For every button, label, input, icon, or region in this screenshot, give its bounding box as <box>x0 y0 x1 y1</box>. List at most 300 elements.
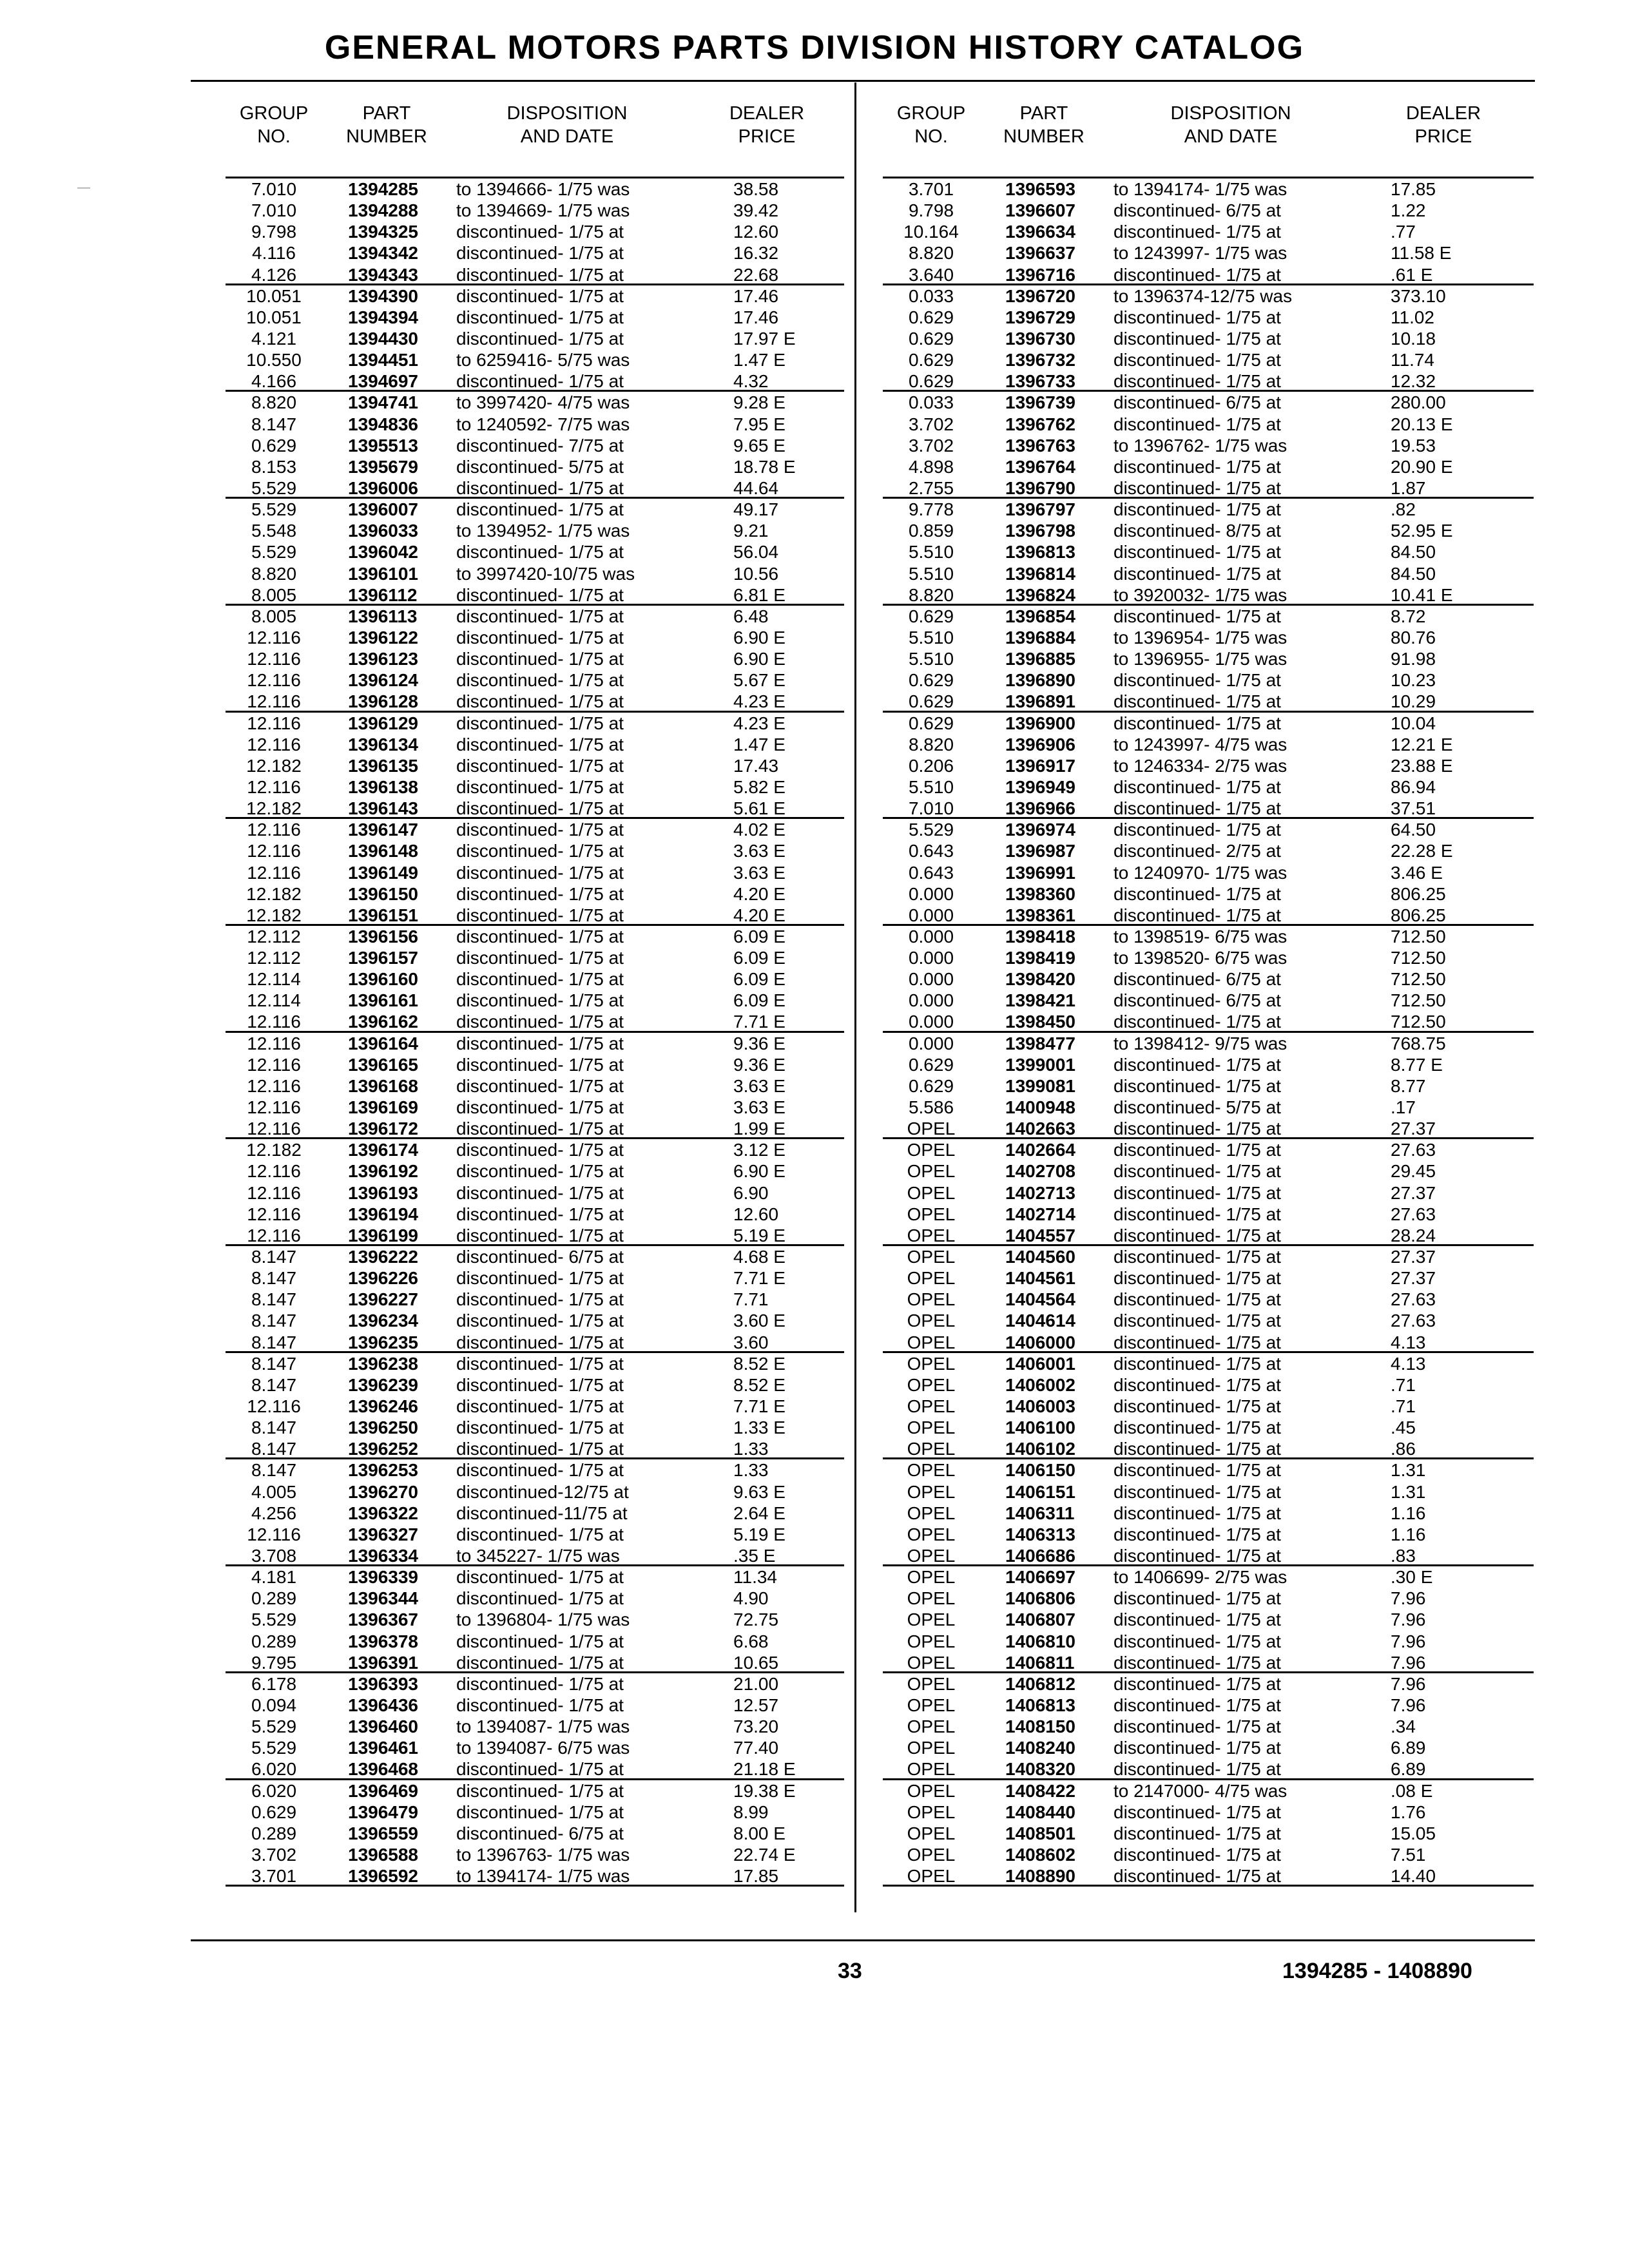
table-row <box>226 221 844 242</box>
price-cell: 712.50 <box>1391 948 1446 968</box>
table-row <box>883 1673 1534 1695</box>
price-cell: 19.53 <box>1391 435 1436 456</box>
header-disposition: DISPOSITION AND DATE <box>506 103 628 147</box>
table-row <box>226 1118 844 1139</box>
disposition-cell: discontinued- 1/75 at <box>1113 1353 1281 1374</box>
table-row <box>883 1438 1534 1459</box>
table-row <box>883 349 1534 370</box>
group-cell: 6.020 <box>251 1780 297 1801</box>
disposition-cell: discontinued- 1/75 at <box>456 477 624 498</box>
table-row <box>883 968 1534 990</box>
table-row <box>883 1631 1534 1652</box>
price-cell: 6.89 <box>1391 1738 1426 1758</box>
price-cell: 22.28 E <box>1391 841 1453 861</box>
disposition-cell: to 1398519- 6/75 was <box>1113 926 1287 947</box>
price-cell: 4.02 E <box>733 820 786 840</box>
disposition-cell: discontinued- 1/75 at <box>456 222 624 242</box>
group-cell: OPEL <box>907 1716 956 1737</box>
part-number-cell: 1396122 <box>348 627 419 648</box>
disposition-cell: discontinued- 1/75 at <box>456 862 624 883</box>
group-cell: 0.033 <box>908 285 954 306</box>
group-cell: 0.289 <box>251 1588 297 1609</box>
left-header <box>226 102 844 153</box>
price-cell: 27.63 <box>1391 1140 1436 1160</box>
part-number-cell: 1396149 <box>348 862 419 883</box>
price-cell: 17.43 <box>733 755 779 776</box>
right-header <box>883 102 1534 153</box>
group-cell: 4.256 <box>251 1503 297 1523</box>
price-cell: 91.98 <box>1391 649 1436 669</box>
group-cell: 12.116 <box>247 1119 301 1139</box>
price-cell: 11.02 <box>1391 307 1434 327</box>
group-cell: 0.629 <box>908 670 954 691</box>
disposition-cell: discontinued- 1/75 at <box>1113 1119 1281 1139</box>
group-cell: 8.147 <box>251 1418 297 1438</box>
group-cell: 9.778 <box>908 499 954 520</box>
disposition-cell: to 2147000- 4/75 was <box>1113 1780 1287 1801</box>
part-number-cell: 1404557 <box>1005 1225 1076 1245</box>
table-row <box>226 264 844 285</box>
table-row <box>883 1332 1534 1353</box>
table-row <box>226 1481 844 1503</box>
table-row <box>226 1097 844 1118</box>
table-row <box>883 1160 1534 1182</box>
price-cell: 6.89 <box>1391 1759 1426 1780</box>
disposition-cell: discontinued- 6/75 at <box>1113 990 1281 1011</box>
table-row <box>883 1865 1534 1887</box>
part-number-cell: 1396238 <box>348 1353 419 1374</box>
table-row <box>883 1267 1534 1289</box>
price-cell: 3.63 E <box>733 841 786 861</box>
disposition-cell: to 1243997- 1/75 was <box>1113 243 1287 264</box>
part-number-cell: 1396966 <box>1005 798 1076 819</box>
group-cell: OPEL <box>907 1673 956 1694</box>
disposition-cell: to 1398520- 6/75 was <box>1113 948 1287 968</box>
price-cell: 9.36 E <box>733 1054 786 1075</box>
price-cell: 712.50 <box>1391 926 1446 947</box>
group-cell: 12.116 <box>247 1054 301 1075</box>
part-number-cell: 1396890 <box>1005 670 1076 691</box>
group-cell: 3.701 <box>908 179 954 199</box>
table-row <box>883 1503 1534 1524</box>
table-row <box>883 1097 1534 1118</box>
part-number-cell: 1396235 <box>348 1332 419 1352</box>
disposition-cell: discontinued- 6/75 at <box>456 1247 624 1267</box>
disposition-cell: discontinued- 1/75 at <box>456 1374 624 1395</box>
table-row <box>226 1716 844 1737</box>
table-row <box>226 1844 844 1865</box>
disposition-cell: discontinued- 6/75 at <box>1113 969 1281 990</box>
table-row <box>883 1075 1534 1097</box>
part-number-cell: 1396739 <box>1005 392 1076 413</box>
group-cell: 4.126 <box>251 264 297 285</box>
price-cell: 8.77 <box>1391 1075 1426 1096</box>
disposition-cell: discontinued- 1/75 at <box>456 1311 624 1331</box>
group-cell: 12.182 <box>246 883 302 904</box>
part-number-cell: 1399081 <box>1005 1075 1076 1096</box>
group-cell: 0.000 <box>908 926 954 947</box>
disposition-cell: discontinued- 1/75 at <box>456 1332 624 1352</box>
disposition-cell: discontinued- 7/75 at <box>456 435 624 456</box>
group-cell: OPEL <box>907 1524 956 1544</box>
group-cell: 4.116 <box>252 243 296 264</box>
group-cell: 4.181 <box>251 1567 297 1588</box>
group-cell: 5.529 <box>908 820 954 840</box>
table-row <box>226 1160 844 1182</box>
part-number-cell: 1396246 <box>348 1396 419 1417</box>
table-row <box>226 477 844 499</box>
group-cell: 12.182 <box>246 905 302 925</box>
price-cell: 10.23 <box>1391 670 1436 691</box>
disposition-cell: discontinued- 1/75 at <box>1113 1374 1281 1395</box>
table-row <box>883 328 1534 349</box>
disposition-cell: to 1246334- 2/75 was <box>1113 755 1287 776</box>
table-row <box>883 1823 1534 1844</box>
price-cell: 12.32 <box>1391 371 1436 392</box>
price-cell: 712.50 <box>1391 969 1446 990</box>
table-row <box>883 435 1534 456</box>
table-row <box>883 456 1534 477</box>
table-row <box>883 1459 1534 1481</box>
table-row <box>883 285 1534 307</box>
part-number-cell: 1406686 <box>1005 1546 1076 1566</box>
price-cell: 27.37 <box>1391 1268 1436 1289</box>
disposition-cell: to 345227- 1/75 was <box>456 1546 620 1566</box>
group-cell: OPEL <box>907 1823 956 1843</box>
disposition-cell: discontinued- 1/75 at <box>1113 264 1281 285</box>
group-cell: 5.510 <box>908 776 954 797</box>
part-number-cell: 1396917 <box>1005 755 1076 776</box>
disposition-cell: to 3997420-10/75 was <box>456 563 635 584</box>
group-cell: OPEL <box>907 1546 956 1566</box>
part-number-cell: 1402714 <box>1005 1204 1076 1224</box>
price-cell: 20.90 E <box>1391 456 1453 477</box>
disposition-cell: discontinued- 1/75 at <box>456 328 624 349</box>
table-row <box>883 499 1534 520</box>
table-row <box>883 883 1534 905</box>
part-number-cell: 1396344 <box>348 1588 419 1609</box>
table-row <box>883 392 1534 413</box>
group-cell: 4.898 <box>908 456 954 477</box>
disposition-cell: discontinued- 1/75 at <box>456 1289 624 1310</box>
price-cell: 10.04 <box>1391 713 1436 733</box>
price-cell: 14.40 <box>1391 1866 1436 1887</box>
price-cell: .35 E <box>733 1546 776 1566</box>
group-cell: 9.798 <box>908 200 954 221</box>
table-row <box>226 968 844 990</box>
price-cell: 7.96 <box>1391 1588 1426 1609</box>
group-cell: 3.702 <box>251 1844 297 1865</box>
price-cell: 1.33 <box>733 1460 769 1481</box>
table-row <box>226 1396 844 1417</box>
table-row <box>883 177 1534 200</box>
disposition-cell: to 1240592- 7/75 was <box>456 414 630 434</box>
group-cell: OPEL <box>907 1695 956 1715</box>
table-row <box>226 328 844 349</box>
disposition-cell: discontinued- 1/75 at <box>456 1759 624 1780</box>
part-number-cell: 1394325 <box>348 222 419 242</box>
disposition-cell: discontinued- 1/75 at <box>456 1054 624 1075</box>
table-row <box>883 1417 1534 1438</box>
group-cell: 0.000 <box>908 990 954 1011</box>
part-number-cell: 1406000 <box>1005 1332 1076 1352</box>
price-cell: 7.71 <box>733 1289 769 1310</box>
disposition-cell: discontinued- 1/75 at <box>1113 1418 1281 1438</box>
disposition-cell: discontinued- 1/75 at <box>456 1161 624 1182</box>
table-row <box>883 1182 1534 1204</box>
table-row <box>883 1054 1534 1075</box>
group-cell: OPEL <box>907 1353 956 1374</box>
part-number-cell: 1396813 <box>1005 542 1076 562</box>
disposition-cell: discontinued- 1/75 at <box>1113 1311 1281 1331</box>
disposition-cell: discontinued- 1/75 at <box>1113 1546 1281 1566</box>
group-cell: 0.629 <box>908 371 954 392</box>
part-number-cell: 1396991 <box>1005 862 1076 883</box>
group-cell: 12.116 <box>247 649 301 669</box>
disposition-cell: discontinued- 1/75 at <box>1113 776 1281 797</box>
left-rows <box>226 177 844 1887</box>
group-cell: 4.166 <box>251 371 297 392</box>
part-number-cell: 1396147 <box>348 820 419 840</box>
part-number-cell: 1396607 <box>1005 200 1076 221</box>
group-cell: 3.702 <box>908 414 954 434</box>
table-row <box>226 499 844 520</box>
price-cell: .82 <box>1391 499 1416 520</box>
price-cell: 3.46 E <box>1391 862 1443 883</box>
disposition-cell: discontinued- 1/75 at <box>456 755 624 776</box>
table-row <box>226 541 844 562</box>
disposition-cell: discontinued- 1/75 at <box>456 798 624 819</box>
part-number-cell: 1396987 <box>1005 841 1076 861</box>
part-number-cell: 1396222 <box>348 1247 419 1267</box>
table-row <box>226 1182 844 1204</box>
price-cell: 7.96 <box>1391 1610 1426 1630</box>
price-cell: 64.50 <box>1391 820 1436 840</box>
table-row <box>226 1695 844 1716</box>
table-row <box>226 1802 844 1823</box>
disposition-cell: discontinued- 1/75 at <box>456 1780 624 1801</box>
price-cell: 7.71 E <box>733 1268 786 1289</box>
part-number-cell: 1406807 <box>1005 1610 1076 1630</box>
part-number-cell: 1396226 <box>348 1268 419 1289</box>
group-cell: OPEL <box>907 1844 956 1865</box>
table-row <box>226 862 844 883</box>
group-cell: 0.206 <box>908 755 954 776</box>
disposition-cell: discontinued- 1/75 at <box>456 264 624 285</box>
part-number-cell: 1396322 <box>348 1503 419 1523</box>
part-number-cell: 1396559 <box>348 1823 419 1843</box>
disposition-cell: discontinued- 1/75 at <box>1113 414 1281 434</box>
group-cell: 0.000 <box>908 883 954 904</box>
table-row <box>226 520 844 541</box>
group-cell: 9.795 <box>251 1652 297 1673</box>
disposition-cell: discontinued-11/75 at <box>456 1503 628 1523</box>
group-cell: 12.182 <box>246 1140 302 1160</box>
part-number-cell: 1396461 <box>348 1738 419 1758</box>
group-cell: 0.629 <box>908 1075 954 1096</box>
part-number-cell: 1396393 <box>348 1673 419 1694</box>
group-cell: 0.629 <box>908 606 954 626</box>
disposition-cell: discontinued- 1/75 at <box>456 1119 624 1139</box>
part-number-cell: 1396199 <box>348 1225 419 1245</box>
part-number-cell: 1404564 <box>1005 1289 1076 1310</box>
part-number-cell: 1396168 <box>348 1075 419 1096</box>
table-row <box>883 1246 1534 1267</box>
group-cell: 8.147 <box>251 1332 297 1352</box>
price-cell: 7.96 <box>1391 1673 1426 1694</box>
header-disposition: DISPOSITION AND DATE <box>1170 103 1291 147</box>
table-row <box>226 584 844 606</box>
group-cell: OPEL <box>907 1460 956 1481</box>
part-number-cell: 1396729 <box>1005 307 1076 327</box>
disposition-cell: discontinued- 1/75 at <box>456 776 624 797</box>
table-row <box>226 1823 844 1844</box>
price-cell: 1.76 <box>1391 1802 1426 1822</box>
part-number-cell: 1396797 <box>1005 499 1076 520</box>
price-cell: 8.99 <box>733 1802 769 1822</box>
disposition-cell: discontinued- 1/75 at <box>1113 456 1281 477</box>
part-number-cell: 1406806 <box>1005 1588 1076 1609</box>
part-number-cell: 1396143 <box>348 798 419 819</box>
price-cell: 4.90 <box>733 1588 769 1609</box>
table-row <box>226 1609 844 1630</box>
part-number-cell: 1396151 <box>348 905 419 925</box>
part-number-cell: 1408320 <box>1005 1759 1076 1780</box>
price-cell: 10.65 <box>733 1652 779 1673</box>
part-number-cell: 1394343 <box>348 264 419 285</box>
table-row <box>883 1225 1534 1246</box>
price-cell: 11.58 E <box>1391 243 1452 264</box>
table-row <box>226 1737 844 1758</box>
group-cell: 5.529 <box>251 1716 297 1737</box>
price-cell: 84.50 <box>1391 563 1436 584</box>
disposition-cell: discontinued- 1/75 at <box>1113 820 1281 840</box>
group-cell: OPEL <box>907 1247 956 1267</box>
part-number-cell: 1395513 <box>348 435 419 456</box>
group-cell: 0.629 <box>908 328 954 349</box>
part-number-cell: 1406151 <box>1005 1481 1076 1502</box>
group-cell: OPEL <box>907 1204 956 1224</box>
disposition-cell: discontinued- 1/75 at <box>456 1439 624 1459</box>
part-number-cell: 1396378 <box>348 1631 419 1651</box>
table-row <box>883 1011 1534 1032</box>
table-row <box>883 1695 1534 1716</box>
price-cell: 6.90 E <box>733 627 786 648</box>
group-cell: 9.798 <box>251 222 297 242</box>
part-number-cell: 1402713 <box>1005 1182 1076 1203</box>
disposition-cell: discontinued- 1/75 at <box>1113 307 1281 327</box>
table-row <box>883 1737 1534 1758</box>
disposition-cell: discontinued- 1/75 at <box>1113 1439 1281 1459</box>
price-cell: 29.45 <box>1391 1161 1436 1182</box>
table-row <box>883 1716 1534 1737</box>
price-cell: 17.46 <box>733 285 779 306</box>
price-cell: 1.31 <box>1391 1460 1426 1481</box>
table-row <box>226 1310 844 1331</box>
table-row <box>883 1139 1534 1160</box>
disposition-cell: discontinued- 1/75 at <box>1113 1503 1281 1523</box>
disposition-cell: discontinued- 8/75 at <box>1113 521 1281 541</box>
table-row <box>226 285 844 307</box>
group-cell: 0.000 <box>908 1012 954 1032</box>
price-cell: 9.28 E <box>733 392 786 413</box>
disposition-cell: discontinued- 1/75 at <box>456 734 624 754</box>
disposition-cell: discontinued- 1/75 at <box>1113 1802 1281 1822</box>
table-row <box>226 1353 844 1374</box>
price-cell: 6.68 <box>733 1631 769 1651</box>
part-number-cell: 1396469 <box>348 1780 419 1801</box>
group-cell: 4.005 <box>251 1481 297 1502</box>
disposition-cell: to 1398412- 9/75 was <box>1113 1033 1287 1053</box>
table-row <box>226 370 844 392</box>
price-cell: 1.33 <box>733 1439 769 1459</box>
disposition-cell: discontinued- 1/75 at <box>456 1097 624 1118</box>
part-number-cell: 1398418 <box>1005 926 1076 947</box>
part-number-cell: 1396006 <box>348 477 419 498</box>
group-cell: 12.116 <box>247 841 301 861</box>
table-row <box>883 1118 1534 1139</box>
group-cell: 8.820 <box>908 734 954 754</box>
price-cell: 72.75 <box>733 1610 779 1630</box>
table-row <box>226 1075 844 1097</box>
table-row <box>226 1417 844 1438</box>
group-cell: 12.116 <box>247 776 301 797</box>
table-row <box>883 947 1534 968</box>
part-number-cell: 1396339 <box>348 1567 419 1588</box>
price-cell: 4.13 <box>1391 1353 1426 1374</box>
price-cell: .61 E <box>1391 264 1433 285</box>
disposition-cell: discontinued- 1/75 at <box>456 606 624 626</box>
table-row <box>883 1780 1534 1802</box>
price-cell: 23.88 E <box>1391 755 1453 776</box>
table-row <box>226 392 844 413</box>
group-cell: 12.116 <box>247 1396 301 1417</box>
table-row <box>226 755 844 776</box>
part-number-cell: 1396194 <box>348 1204 419 1224</box>
price-cell: 4.13 <box>1391 1332 1426 1352</box>
price-cell: 1.22 <box>1391 200 1426 221</box>
part-number-cell: 1396634 <box>1005 222 1076 242</box>
disposition-cell: to 3920032- 1/75 was <box>1113 584 1287 605</box>
price-cell: 8.52 E <box>733 1353 786 1374</box>
disposition-cell: discontinued- 1/75 at <box>1113 1204 1281 1224</box>
price-cell: 44.64 <box>733 477 779 498</box>
table-row <box>226 1652 844 1673</box>
price-cell: 280.00 <box>1391 392 1446 413</box>
table-row <box>883 541 1534 562</box>
part-number-cell: 1396164 <box>348 1033 419 1053</box>
disposition-cell: discontinued- 1/75 at <box>1113 1182 1281 1203</box>
header-group: GROUP NO. <box>239 103 309 147</box>
table-row <box>226 1332 844 1353</box>
group-cell: 0.643 <box>908 841 954 861</box>
group-cell: 0.859 <box>908 521 954 541</box>
disposition-cell: discontinued- 1/75 at <box>456 307 624 327</box>
group-cell: 5.548 <box>251 521 297 541</box>
part-number-cell: 1396436 <box>348 1695 419 1715</box>
part-number-cell: 1396113 <box>348 606 418 626</box>
table-row <box>883 1588 1534 1609</box>
disposition-cell: discontinued- 1/75 at <box>456 1802 624 1822</box>
table-row <box>883 414 1534 435</box>
table-row <box>226 1289 844 1310</box>
table-row <box>883 1374 1534 1396</box>
part-number-cell: 1396733 <box>1005 371 1076 392</box>
price-cell: 5.19 E <box>733 1225 786 1245</box>
part-number-cell: 1396162 <box>348 1012 419 1032</box>
part-number-cell: 1396592 <box>348 1866 419 1887</box>
group-cell: OPEL <box>907 1503 956 1523</box>
